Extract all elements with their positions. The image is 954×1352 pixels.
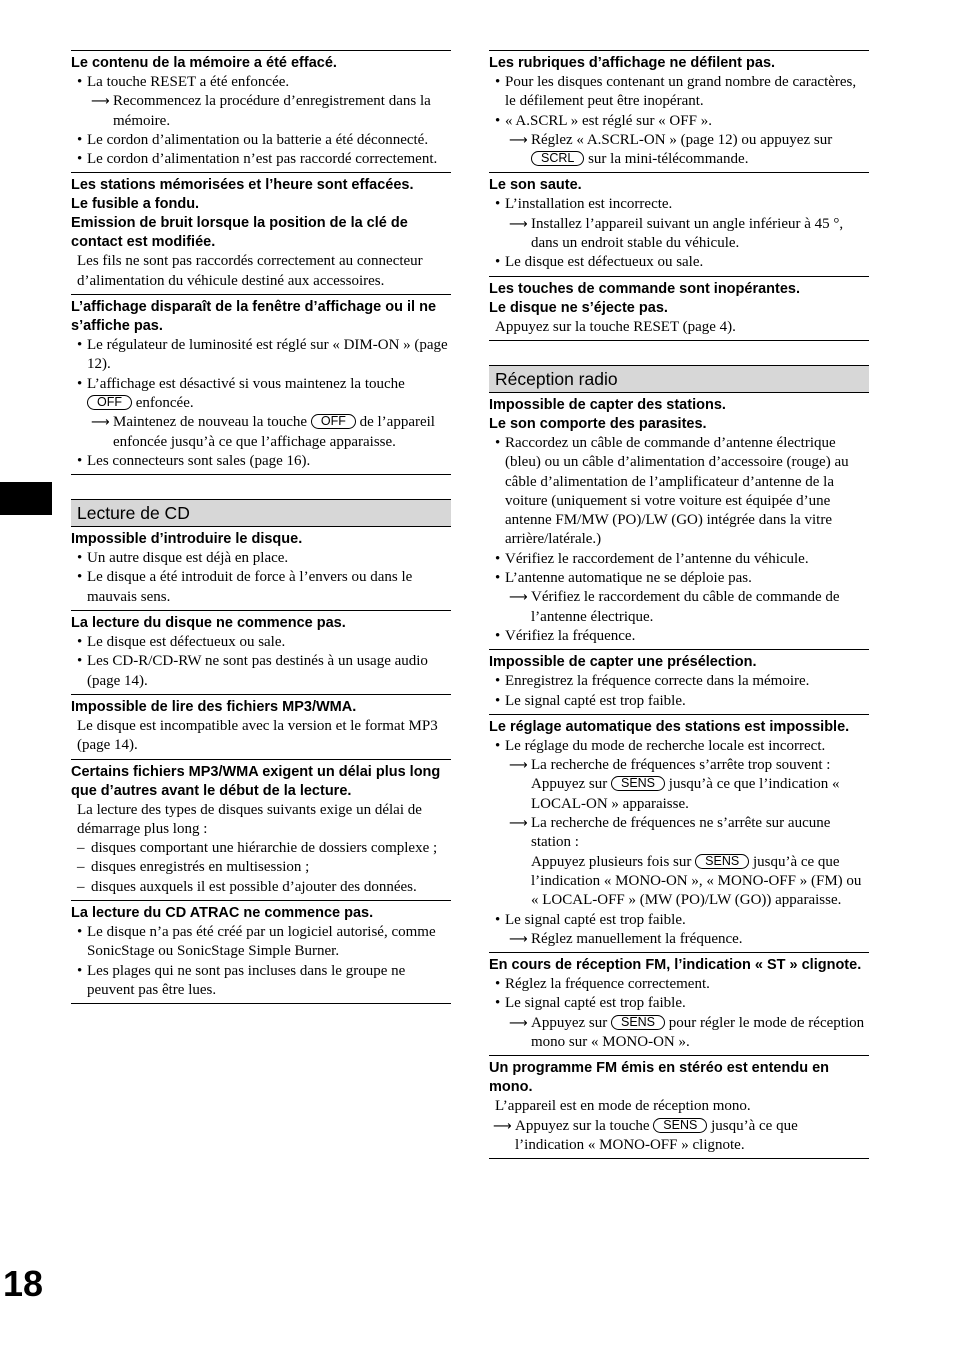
cause-text: La lecture des types de disques suivants exige un délai de démarrage plus long : xyxy=(77,801,422,837)
entry-heading: Un programme FM émis en stéréo est entendu en mono. xyxy=(489,1060,830,1096)
entry-heading: Les stations mémorisées et l’heure sont effacées. xyxy=(71,177,414,194)
arrow-right-icon: ⟶ xyxy=(509,132,528,148)
remedy-text: Réglez « A.SCRL-ON » (page 12) ou appuyez sur SCRL sur la mini-télécommande. xyxy=(531,131,833,168)
troubleshoot-atrac xyxy=(71,900,451,1004)
cause-bullet: • Enregistrez la fréquence correcte dans la mémoire. xyxy=(489,672,869,691)
remedy-text: Recommencez la procédure d’enregistrement dans la mémoire. xyxy=(113,93,431,129)
entry-heading: Certains fichiers MP3/WMA exigent un délai plus long que d’autres avant le début de la lecture. xyxy=(71,763,441,799)
entry-heading: La lecture du disque ne commence pas. xyxy=(71,615,346,632)
troubleshoot-stations-erased xyxy=(71,172,451,294)
arrow-right-icon: ⟶ xyxy=(91,415,110,431)
section-title-radio: Réception radio xyxy=(489,365,869,393)
troubleshoot-mp3-delay xyxy=(71,759,451,900)
troubleshoot-sound-skips xyxy=(489,172,869,275)
cause-bullet: • Un autre disque est déjà en place. xyxy=(71,549,451,568)
entry-heading: Les rubriques d’affichage ne défilent pas. xyxy=(489,55,776,71)
cause-bullet: • Le disque est défectueux ou sale. xyxy=(71,633,451,652)
cause-bullet: • Le signal capté est trop faible. xyxy=(489,994,869,1013)
troubleshoot-preset xyxy=(489,649,869,714)
troubleshoot-mp3-wma xyxy=(71,694,451,759)
cause-bullet: • Pour les disques contenant un grand nombre de caractères, le défilement peut être inopérant. xyxy=(489,73,869,112)
off-button-key: OFF xyxy=(87,395,132,410)
remedy-text: La recherche de fréquences s’arrête trop souvent : xyxy=(531,757,831,774)
left-column xyxy=(71,50,451,1004)
troubleshoot-st-flashes xyxy=(489,952,869,1055)
remedy-text: Installez l’appareil suivant un angle inférieur à 45 °, dans un endroit stable du véhicule. xyxy=(531,215,844,252)
troubleshoot-playback-not-start xyxy=(71,610,451,694)
troubleshoot-display-disappears xyxy=(71,294,451,475)
entry-heading: Le fusible a fondu. xyxy=(71,196,200,213)
remedy-text: Appuyez sur la touche SENS jusqu’à ce que l’indication « MONO-OFF » clignote. xyxy=(515,1117,798,1153)
chapter-tab-marker xyxy=(0,482,52,515)
troubleshoot-auto-tuning xyxy=(489,714,869,952)
remedy-text: Appuyez sur SENS pour régler le mode de réception mono sur « MONO-ON ». xyxy=(531,1014,865,1050)
cause-bullet: • L’installation est incorrecte. xyxy=(489,195,869,214)
entry-heading: Le son saute. xyxy=(489,177,582,194)
arrow-right-icon: ⟶ xyxy=(493,1118,512,1134)
troubleshoot-no-stations xyxy=(489,393,869,649)
sens-button-key: SENS xyxy=(611,1015,665,1030)
arrow-right-icon: ⟶ xyxy=(91,94,110,110)
entry-heading: Impossible de capter une présélection. xyxy=(489,654,757,671)
dash-item: – disques auxquels il est possible d’ajouter des données. xyxy=(71,878,451,897)
arrow-right-icon: ⟶ xyxy=(509,931,528,947)
cause-bullet: • Le disque est défectueux ou sale. xyxy=(489,253,869,272)
entry-heading: La lecture du CD ATRAC ne commence pas. xyxy=(71,905,374,922)
dash-item: – disques comportant une hiérarchie de dossiers complexe ; xyxy=(71,839,451,858)
page-number: 18 xyxy=(3,1263,44,1304)
remedy-text: Appuyez sur SENS jusqu’à ce que l’indication « LOCAL-ON » apparaisse. xyxy=(531,776,840,812)
cause-bullet: • Le régulateur de luminosité est réglé sur « DIM-ON » (page 12). xyxy=(71,336,451,375)
entry-heading: Le réglage automatique des stations est impossible. xyxy=(489,718,850,735)
cause-text: L’appareil est en mode de réception mono. xyxy=(495,1098,751,1115)
remedy-text: Maintenez de nouveau la touche OFF de l’appareil enfoncée jusqu’à ce que l’affichage apparaisse. xyxy=(113,414,435,450)
troubleshoot-disc-insert xyxy=(71,527,451,610)
remedy-text: Réglez manuellement la fréquence. xyxy=(531,930,743,947)
entry-heading: Le disque ne s’éjecte pas. xyxy=(489,299,668,316)
cause-text: Le disque est incompatible avec la version et le format MP3 (page 14). xyxy=(77,717,438,754)
arrow-right-icon: ⟶ xyxy=(509,758,528,774)
cause-bullet: • L’affichage est désactivé si vous maintenez la touche OFF enfoncée. xyxy=(71,375,451,414)
arrow-right-icon: ⟶ xyxy=(509,816,528,832)
cause-bullet: • Le disque a été introduit de force à l’envers ou dans le mauvais sens. xyxy=(71,568,451,607)
entry-heading: Le son comporte des parasites. xyxy=(489,415,707,432)
troubleshoot-stereo-mono xyxy=(489,1055,869,1159)
cause-bullet: • La touche RESET a été enfoncée. xyxy=(71,73,451,92)
cause-bullet: • L’antenne automatique ne se déploie pas. xyxy=(489,569,869,588)
off-button-key: OFF xyxy=(311,414,356,429)
cause-bullet: • Les CD-R/CD-RW ne sont pas destinés à un usage audio (page 14). xyxy=(71,652,451,691)
cause-bullet: • Vérifiez le raccordement de l’antenne du véhicule. xyxy=(489,550,869,569)
entry-heading: Emission de bruit lorsque la position de la clé de contact est modifiée. xyxy=(71,215,408,251)
remedy-text: Appuyez plusieurs fois sur SENS jusqu’à ce que l’indication « MONO-ON », « MONO-OFF » (FM) ou « LOCAL-OFF » (MW (PO)/LW (GO)) apparaisse. xyxy=(531,853,862,909)
troubleshoot-scroll xyxy=(489,50,869,172)
cause-bullet: • Le cordon d’alimentation n’est pas raccordé correctement. xyxy=(71,150,451,169)
cause-bullet: • Le disque n’a pas été créé par un logiciel autorisé, comme SonicStage ou SonicStage Simple Burner. xyxy=(71,923,451,962)
cause-bullet: • Le signal capté est trop faible. xyxy=(489,911,869,930)
entry-heading: Le contenu de la mémoire a été effacé. xyxy=(71,55,337,71)
cause-bullet: • Les connecteurs sont sales (page 16). xyxy=(71,452,451,471)
cause-bullet: • Le signal capté est trop faible. xyxy=(489,692,869,711)
cause-text: Les fils ne sont pas raccordés correctement au connecteur d’alimentation du véhicule destiné aux accessoires. xyxy=(77,253,423,289)
dash-item: – disques enregistrés en multisession ; xyxy=(71,858,451,877)
cause-bullet: • Raccordez un câble de commande d’antenne électrique (bleu) ou un câble d’alimentation d’accessoire (rouge) au câble d’alimentation de l’amplificateur d’antenne de la voiture (uniquement si votre voiture est équipée d’une antenne FM/MW (PO)/LW (GO) intégrée dans la vitre arrière/latérale.) xyxy=(489,434,869,550)
remedy-text: La recherche de fréquences ne s’arrête sur aucune station : xyxy=(531,815,831,851)
cause-bullet: • Le cordon d’alimentation ou la batterie a été déconnecté. xyxy=(71,131,451,150)
scrl-button-key: SCRL xyxy=(531,151,584,166)
troubleshoot-buttons-inoperative xyxy=(489,276,869,341)
arrow-right-icon: ⟶ xyxy=(509,216,528,232)
cause-bullet: • Vérifiez la fréquence. xyxy=(489,627,869,646)
entry-heading: Les touches de commande sont inopérantes. xyxy=(489,280,801,297)
arrow-right-icon: ⟶ xyxy=(509,590,528,606)
troubleshoot-memory-erased xyxy=(71,50,451,172)
sens-button-key: SENS xyxy=(611,776,665,791)
entry-heading: L’affichage disparaît de la fenêtre d’affichage ou il ne s’affiche pas. xyxy=(71,299,437,335)
section-title-cd-playback: Lecture de CD xyxy=(71,499,451,527)
sens-button-key: SENS xyxy=(695,854,749,869)
arrow-right-icon: ⟶ xyxy=(509,1015,528,1031)
cause-bullet: • « A.SCRL » est réglé sur « OFF ». xyxy=(489,112,869,131)
cause-bullet: • Le réglage du mode de recherche locale est incorrect. xyxy=(489,737,869,756)
entry-heading: Impossible de capter des stations. xyxy=(489,396,726,413)
entry-heading: Impossible de lire des fichiers MP3/WMA. xyxy=(71,698,357,715)
remedy-text: Vérifiez le raccordement du câble de commande de l’antenne électrique. xyxy=(531,589,840,625)
sens-button-key: SENS xyxy=(653,1118,707,1133)
cause-text: Appuyez sur la touche RESET (page 4). xyxy=(495,318,736,335)
entry-heading: En cours de réception FM, l’indication « ST » clignote. xyxy=(489,957,862,974)
cause-bullet: • Réglez la fréquence correctement. xyxy=(489,975,869,994)
right-column xyxy=(489,50,869,1159)
cause-bullet: • Les plages qui ne sont pas incluses dans le groupe ne peuvent pas être lues. xyxy=(71,962,451,1001)
entry-heading: Impossible d’introduire le disque. xyxy=(71,531,303,548)
